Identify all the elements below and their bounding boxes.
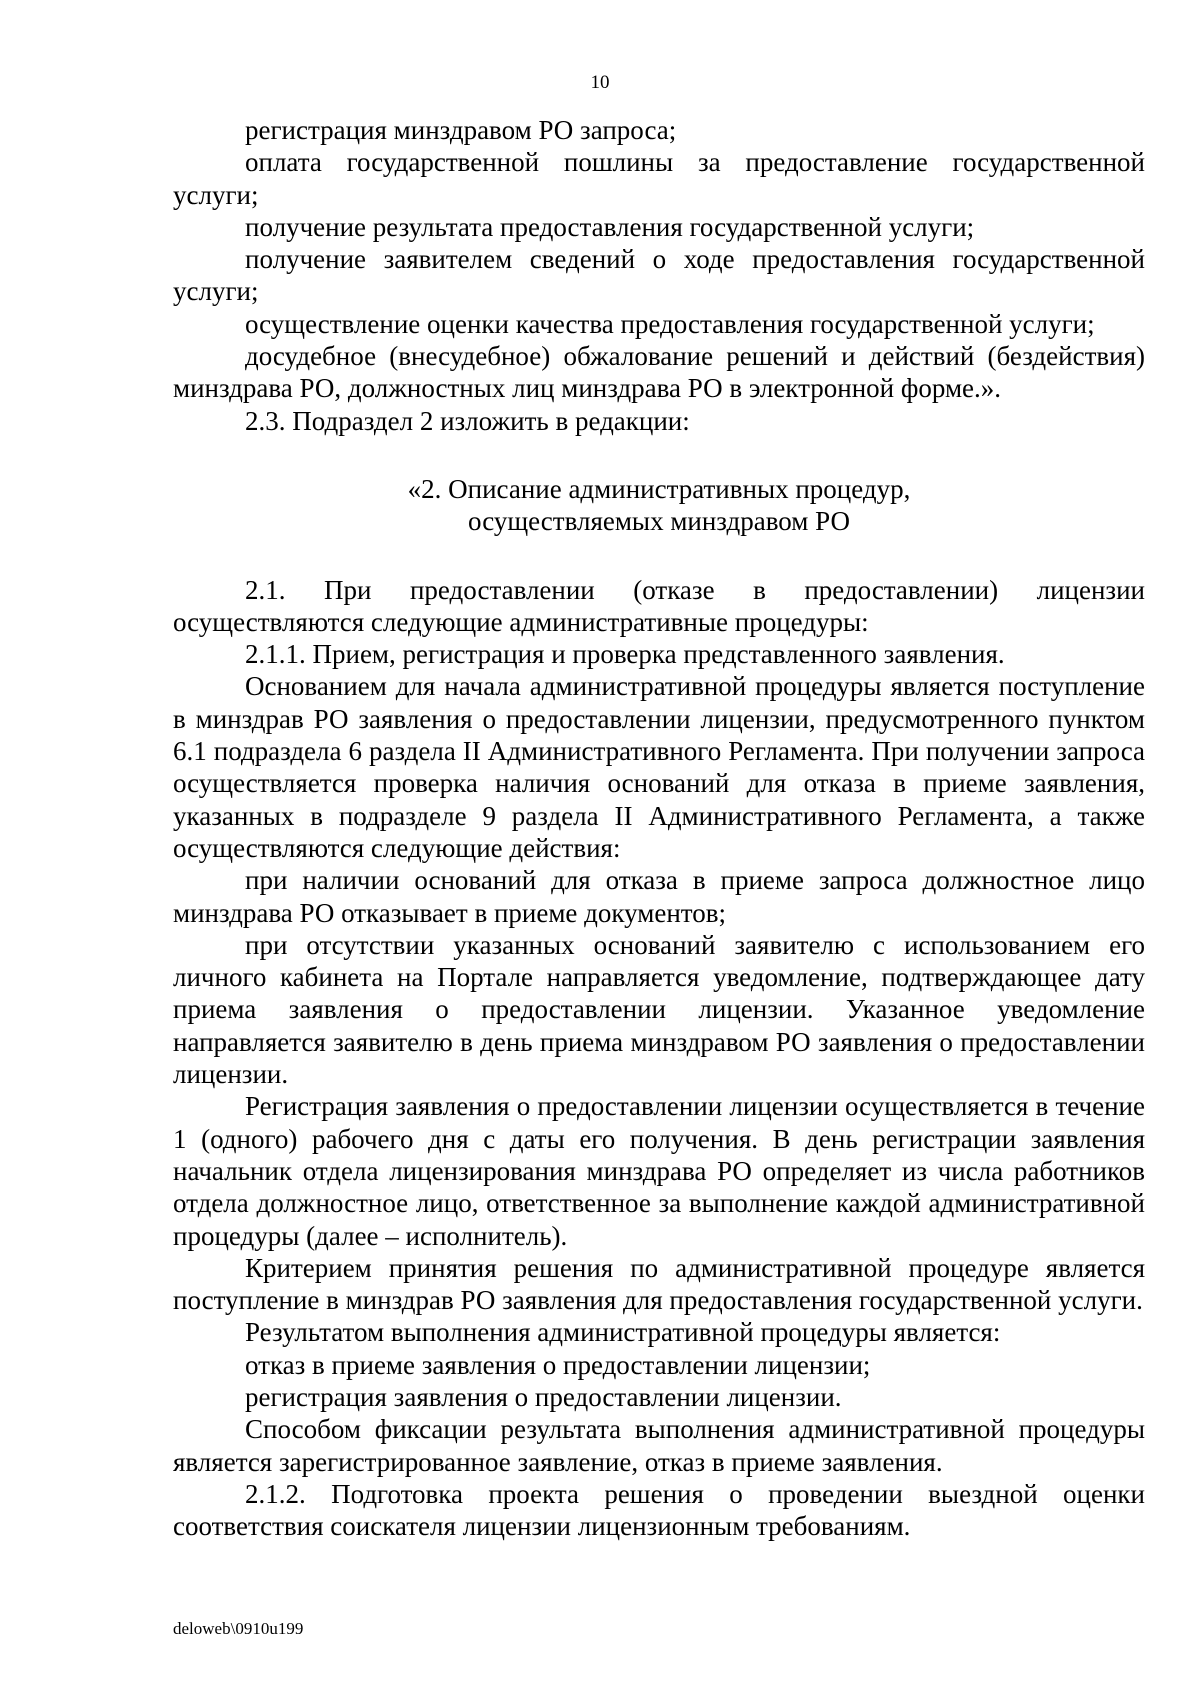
paragraph: при отсутствии указанных оснований заявителю с использованием его личного кабинета на Портале направляется уведомление, подтверждающее дату приема заявления о предоставлении лицензии. Указанное уведомление направляется заявителю в день приема минздравом РО заявления о предоставлении лицензии. <box>173 929 1145 1090</box>
paragraph: досудебное (внесудебное) обжалование решений и действий (бездействия) минздрава РО, должностных лиц минздрава РО в электронной форме.». <box>173 341 1145 404</box>
paragraph: Результатом выполнения административной процедуры является: <box>245 1317 1001 1348</box>
paragraph: Основанием для начала административной процедуры является поступление в минздрав РО заявления о предоставлении лицензии, предусмотренного пунктом 6.1 подраздела 6 раздела II Административного Регламента. При получении запроса осуществляется проверка наличия оснований для отказа в приеме заявления, указанных в подразделе 9 раздела II Административного Регламента, а также осуществляются следующие действия: <box>173 671 1145 863</box>
paragraph: 2.3. Подраздел 2 изложить в редакции: <box>245 405 690 436</box>
paragraph: при наличии оснований для отказа в приеме запроса должностное лицо минздрава РО отказывает в приеме документов; <box>173 865 1145 928</box>
document-body <box>173 114 1145 1542</box>
footer-file-id: deloweb\0910u199 <box>173 1619 304 1638</box>
paragraph: отказ в приеме заявления о предоставлении лицензии; <box>245 1349 871 1380</box>
paragraph: регистрация минздравом РО запроса; <box>245 115 677 145</box>
paragraph: 2.1.2. Подготовка проекта решения о проведении выездной оценки соответствия соискателя лицензии лицензионным требованиям. <box>173 1478 1145 1542</box>
paragraph: Регистрация заявления о предоставлении лицензии осуществляется в течение 1 (одного) рабочего дня с даты его получения. В день регистрации заявления начальник отдела лицензирования минздрава РО определяет из числа работников отдела должностное лицо, ответственное за выполнение каждой административной процедуры (далее – исполнитель). <box>173 1091 1145 1251</box>
paragraph: Способом фиксации результата выполнения административной процедуры является зарегистрированное заявление, отказ в приеме заявления. <box>173 1414 1145 1477</box>
section-heading-line-1: «2. Описание административных процедур, <box>407 473 911 504</box>
paragraph: Критерием принятия решения по административной процедуре является поступление в минздрав РО заявления для предоставления государственной услуги. <box>173 1252 1145 1316</box>
paragraph: получение результата предоставления государственной услуги; <box>245 211 975 242</box>
paragraph: оплата государственной пошлины за предоставление государственной услуги; <box>173 147 1145 210</box>
paragraph: получение заявителем сведений о ходе предоставления государственной услуги; <box>173 244 1145 307</box>
paragraph: осуществление оценки качества предоставления государственной услуги; <box>245 308 1095 339</box>
page-number: 10 <box>590 72 610 93</box>
section-heading-line-2: осуществляемых минздравом РО <box>468 506 850 537</box>
paragraph: 2.1.1. Прием, регистрация и проверка представленного заявления. <box>245 639 1005 670</box>
paragraph: 2.1. При предоставлении (отказе в предоставлении) лицензии осуществляются следующие административные процедуры: <box>173 574 1145 637</box>
paragraph: регистрация заявления о предоставлении лицензии. <box>245 1381 842 1412</box>
